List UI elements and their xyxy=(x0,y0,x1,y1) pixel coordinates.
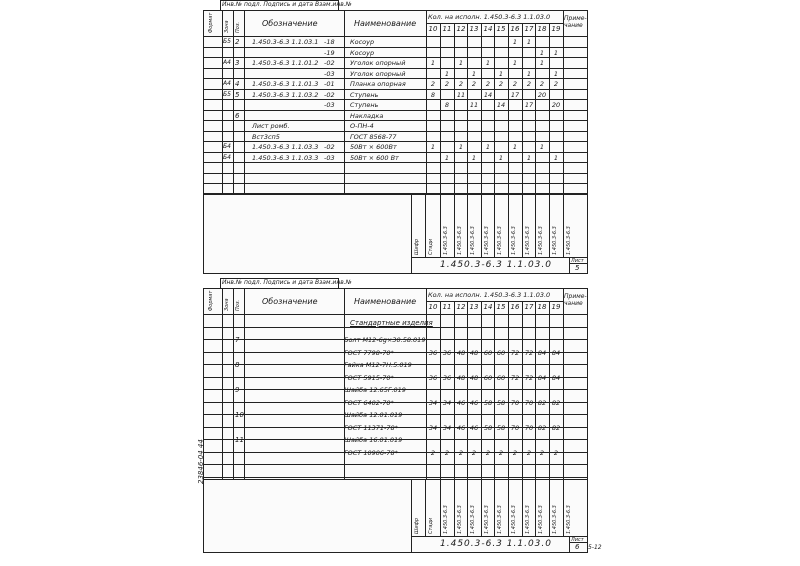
qty-cell: 34 xyxy=(442,398,452,407)
vertical-label: Шифр xyxy=(414,238,420,255)
qty-cell: 58 xyxy=(496,423,506,432)
vertical-label: 1.450.3-6.3 xyxy=(484,226,490,255)
row-position: 10 xyxy=(235,411,244,419)
row-designation: 1.450.3-6.3 1.1.01.2 xyxy=(252,59,319,67)
rule-line xyxy=(569,536,570,552)
col-header-12: 12 xyxy=(456,25,466,33)
qty-cell: 84 xyxy=(551,373,561,382)
col-header-15: 15 xyxy=(496,303,506,311)
vertical-label: 1.450.3-6.3 xyxy=(511,505,517,534)
qty-cell: 1 xyxy=(526,153,532,162)
col-header-11: 11 xyxy=(442,25,452,33)
qty-cell: 60 xyxy=(483,348,493,357)
row-name: ГОСТ 10906-78* xyxy=(344,448,398,457)
rule-line xyxy=(454,479,455,536)
qty-cell: 1 xyxy=(430,143,436,151)
row-name: Шайба 12.65Г.019 xyxy=(344,386,406,394)
document-code: 1.450.3-6.3 1.1.03.0 xyxy=(440,539,552,549)
col-header-16: 16 xyxy=(510,25,520,33)
row-position: 2 xyxy=(235,38,240,46)
qty-cell: 36 xyxy=(442,348,452,357)
col-header-14: 14 xyxy=(483,25,493,33)
row-position: 11 xyxy=(235,436,244,444)
rule-line xyxy=(411,479,412,536)
document-code: 1.450.3-6.3 1.1.03.0 xyxy=(440,260,552,270)
qty-cell: 72 xyxy=(510,373,520,382)
row-position: 4 xyxy=(235,80,240,88)
qty-cell: 82 xyxy=(551,423,561,432)
vertical-label: 1.450.3-6.3 xyxy=(457,226,463,255)
row-designation: Вст3сп5 xyxy=(252,132,280,141)
rule-line xyxy=(425,479,426,536)
row-designation: 1.450.3-6.3 1.1.03.3 xyxy=(252,153,319,162)
col-header-15: 15 xyxy=(496,25,506,33)
header-qty-title: Кол. на исполн. 1.450.3-6.3 1.1.03.0 xyxy=(428,13,551,21)
qty-cell: 1 xyxy=(553,69,559,78)
qty-cell: 1 xyxy=(430,59,436,67)
side-label-pos: Поз. xyxy=(235,299,241,311)
rule-line xyxy=(494,193,495,257)
sheet-label: Лист xyxy=(571,258,584,264)
rule-line xyxy=(426,23,427,193)
rule-line xyxy=(204,57,587,58)
qty-cell: 2 xyxy=(458,80,464,88)
row-name: ГОСТ 7798-70* xyxy=(344,348,394,357)
qty-cell: 1 xyxy=(512,59,518,67)
rule-line xyxy=(204,162,587,163)
side-label-pos: Поз. xyxy=(235,21,241,33)
vertical-label: 1.450.3-6.3 xyxy=(484,505,490,534)
qty-cell: 72 xyxy=(524,348,534,357)
row-name: Уголок опорный xyxy=(350,69,406,78)
col-header-17: 17 xyxy=(524,25,534,33)
qty-cell: 2 xyxy=(553,80,559,88)
margin-stamp: 23846-04 44 xyxy=(197,439,205,484)
vertical-label: Стади xyxy=(428,238,434,255)
qty-cell: 60 xyxy=(483,373,493,382)
qty-cell: 2 xyxy=(485,80,491,88)
qty-cell: 2 xyxy=(553,448,559,457)
qty-cell: 82 xyxy=(551,398,561,407)
row-name: Планка опорная xyxy=(350,80,406,88)
rule-line xyxy=(563,193,564,257)
qty-cell: 17 xyxy=(524,101,534,109)
rule-line xyxy=(204,141,587,142)
qty-cell: 1 xyxy=(553,153,559,162)
qty-cell: 1 xyxy=(471,153,477,162)
row-suffix: -03 xyxy=(324,153,335,162)
vertical-label: Шифр xyxy=(414,517,420,534)
qty-cell: 8 xyxy=(430,90,436,99)
rule-line xyxy=(204,36,587,37)
row-suffix: -01 xyxy=(324,80,335,88)
row-suffix: -02 xyxy=(324,90,335,99)
qty-cell: 72 xyxy=(524,373,534,382)
qty-cell: 2 xyxy=(458,448,464,457)
vertical-label: 1.450.3-6.3 xyxy=(538,505,544,534)
row-suffix: -18 xyxy=(324,38,335,46)
row-suffix: -19 xyxy=(324,48,335,57)
header-note: Приме-чание xyxy=(564,293,587,307)
rule-line xyxy=(440,193,441,257)
qty-cell: 46 xyxy=(469,398,479,407)
qty-cell: 48 xyxy=(456,373,466,382)
qty-cell: 34 xyxy=(442,423,452,432)
vertical-label: 1.450.3-6.3 xyxy=(566,226,572,255)
qty-cell: 58 xyxy=(483,398,493,407)
col-header-10: 10 xyxy=(428,303,438,311)
qty-cell: 2 xyxy=(485,448,491,457)
qty-cell: 1 xyxy=(553,48,559,57)
row-name: 50Вт × 600Вт xyxy=(350,143,397,151)
qty-cell: 2 xyxy=(471,80,477,88)
col-header-17: 17 xyxy=(524,303,534,311)
sheet-number: 5 xyxy=(575,264,580,272)
row-name: 50Вт × 600 Вт xyxy=(350,153,399,162)
rule-line xyxy=(508,23,509,193)
col-header-18: 18 xyxy=(537,25,547,33)
qty-cell: 1 xyxy=(485,143,491,151)
qty-cell: 1 xyxy=(444,69,450,78)
col-header-19: 19 xyxy=(551,303,561,311)
row-name: Ступень xyxy=(350,90,379,99)
row-suffix: -02 xyxy=(324,143,335,151)
col-header-11: 11 xyxy=(442,303,452,311)
rule-line xyxy=(454,193,455,257)
rule-line xyxy=(204,68,587,69)
rule-line xyxy=(204,47,587,48)
qty-cell: 1 xyxy=(526,69,532,78)
qty-cell: 70 xyxy=(510,398,520,407)
qty-cell: 17 xyxy=(510,90,520,99)
vertical-label: 1.450.3-6.3 xyxy=(497,505,503,534)
row-position: 5 xyxy=(235,90,240,99)
qty-cell: 2 xyxy=(444,80,450,88)
row-name: Шайба 16.01.019 xyxy=(344,436,403,444)
row-name: Ступень xyxy=(350,101,379,109)
row-name: Шайба 12.01.019 xyxy=(344,411,403,419)
col-header-13: 13 xyxy=(469,25,479,33)
qty-cell: 1 xyxy=(512,143,518,151)
vertical-label: 1.450.3-6.3 xyxy=(497,226,503,255)
rule-line xyxy=(204,314,587,315)
qty-cell: 58 xyxy=(483,423,493,432)
qty-cell: 84 xyxy=(551,348,561,357)
row-name: Болт М12-6g×30.58.019 xyxy=(344,336,426,344)
qty-cell: 60 xyxy=(496,348,506,357)
rule-line xyxy=(204,183,587,184)
qty-cell: 2 xyxy=(512,80,518,88)
rule-line xyxy=(204,477,587,478)
row-position: 7 xyxy=(235,336,240,344)
qty-cell: 48 xyxy=(469,348,479,357)
row-zone: Б4 xyxy=(223,143,231,150)
row-zone: Б4 xyxy=(223,153,231,161)
col-header-19: 19 xyxy=(551,25,561,33)
rule-line xyxy=(481,193,482,257)
qty-cell: 70 xyxy=(524,423,534,432)
qty-cell: 2 xyxy=(430,80,436,88)
rule-line xyxy=(508,193,509,257)
header-designation: Обозначение xyxy=(262,19,318,28)
row-name: Косоур xyxy=(350,38,375,46)
rule-line xyxy=(204,89,587,90)
top-strip: Инв.№ подл. Подпись и дата Взам.инв.№ xyxy=(222,1,352,8)
rule-line xyxy=(220,278,221,289)
row-designation: 1.450.3-6.3 1.1.01.3 xyxy=(252,80,319,88)
qty-cell: 11 xyxy=(469,101,479,109)
qty-cell: 36 xyxy=(428,348,438,357)
rule-line xyxy=(220,0,338,1)
qty-cell: 60 xyxy=(496,373,506,382)
qty-cell: 1 xyxy=(526,38,532,46)
header-qty-title: Кол. на исполн. 1.450.3-6.3 1.1.03.0 xyxy=(428,291,551,299)
qty-cell: 1 xyxy=(539,59,545,67)
rule-line xyxy=(204,120,587,121)
rule-line xyxy=(204,78,587,79)
side-label-format: Формат xyxy=(208,12,214,33)
qty-cell: 1 xyxy=(444,153,450,162)
rule-line xyxy=(481,23,482,193)
qty-cell: 82 xyxy=(537,398,547,407)
qty-cell: 34 xyxy=(428,398,438,407)
col-header-18: 18 xyxy=(537,303,547,311)
sheet-2 xyxy=(203,279,588,553)
qty-cell: 1 xyxy=(498,69,504,78)
vertical-label: 1.450.3-6.3 xyxy=(443,505,449,534)
qty-cell: 2 xyxy=(526,80,532,88)
qty-cell: 1 xyxy=(498,153,504,162)
rule-line xyxy=(233,289,234,479)
row-suffix: -03 xyxy=(324,69,335,78)
qty-cell: 82 xyxy=(537,423,547,432)
row-position: 9 xyxy=(235,386,240,394)
rule-line xyxy=(233,11,234,193)
row-designation: 1.450.3-6.3 1.1.03.3 xyxy=(252,143,319,151)
section-title: Стандартные изделия xyxy=(350,318,433,327)
row-zone: Б5 xyxy=(223,90,231,98)
vertical-label: Стади xyxy=(428,517,434,534)
row-suffix: -03 xyxy=(324,101,335,109)
rule-line xyxy=(204,193,587,194)
rule-line xyxy=(244,11,245,193)
rule-line xyxy=(411,257,587,258)
side-label-zone: Зона xyxy=(224,20,230,33)
col-header-10: 10 xyxy=(428,25,438,33)
qty-cell: 1 xyxy=(539,143,545,151)
qty-cell: 2 xyxy=(512,448,518,457)
rule-line xyxy=(411,536,587,537)
vertical-label: 1.450.3-6.3 xyxy=(470,226,476,255)
qty-cell: 2 xyxy=(526,448,532,457)
vertical-label: 1.450.3-6.3 xyxy=(511,226,517,255)
qty-cell: 58 xyxy=(496,398,506,407)
qty-cell: 84 xyxy=(537,348,547,357)
row-name: ГОСТ 6402-70* xyxy=(344,398,394,407)
vertical-label: 1.450.3-6.3 xyxy=(470,505,476,534)
col-header-16: 16 xyxy=(510,303,520,311)
row-name: ГОСТ 5915-70* xyxy=(344,373,394,382)
qty-cell: 84 xyxy=(537,373,547,382)
qty-cell: 2 xyxy=(471,448,477,457)
rule-line xyxy=(204,99,587,100)
rule-line xyxy=(549,193,550,257)
row-zone: Б5 xyxy=(223,38,231,45)
row-position: 8 xyxy=(235,361,240,369)
qty-cell: 2 xyxy=(498,80,504,88)
rule-line xyxy=(467,479,468,536)
row-name: Косоур xyxy=(350,48,375,57)
qty-cell: 1 xyxy=(471,69,477,78)
rule-line xyxy=(563,11,564,193)
row-name: Уголок опорный xyxy=(350,59,406,67)
rule-line xyxy=(563,479,564,536)
qty-cell: 34 xyxy=(428,423,438,432)
vertical-label: 1.450.3-6.3 xyxy=(552,505,558,534)
rule-line xyxy=(204,152,587,153)
side-label-format: Формат xyxy=(208,290,214,311)
col-header-13: 13 xyxy=(469,303,479,311)
rule-line xyxy=(222,289,223,479)
rule-line xyxy=(569,257,570,273)
rule-line xyxy=(244,289,245,479)
rule-line xyxy=(440,479,441,536)
header-name: Наименование xyxy=(354,297,417,306)
rule-line xyxy=(204,131,587,132)
rule-line xyxy=(522,193,523,257)
rule-line xyxy=(344,11,345,193)
vertical-label: 1.450.3-6.3 xyxy=(443,226,449,255)
row-position: 3 xyxy=(235,59,240,67)
rule-line xyxy=(204,479,587,480)
qty-cell: 2 xyxy=(444,448,450,457)
qty-cell: 70 xyxy=(510,423,520,432)
qty-cell: 1 xyxy=(512,38,518,46)
rule-line xyxy=(220,0,221,11)
qty-cell: 1 xyxy=(458,143,464,151)
qty-cell: 46 xyxy=(456,423,466,432)
rule-line xyxy=(338,278,339,289)
qty-cell: 1 xyxy=(485,59,491,67)
qty-cell: 46 xyxy=(456,398,466,407)
row-designation: 1.450.3-6.3 1.1.03.1 xyxy=(252,38,319,46)
rule-line xyxy=(338,0,339,11)
rule-line xyxy=(204,464,587,465)
row-designation: 1.450.3-6.3 1.1.03.2 xyxy=(252,90,319,99)
header-designation: Обозначение xyxy=(262,297,318,306)
qty-cell: 2 xyxy=(498,448,504,457)
col-header-14: 14 xyxy=(483,303,493,311)
row-name: Накладка xyxy=(350,111,384,120)
rule-line xyxy=(549,479,550,536)
vertical-label: 1.450.3-6.3 xyxy=(525,505,531,534)
rule-line xyxy=(204,173,587,174)
row-name: ГОСТ 11371-78* xyxy=(344,423,398,432)
qty-cell: 46 xyxy=(469,423,479,432)
vertical-label: 1.450.3-6.3 xyxy=(538,226,544,255)
header-name: Наименование xyxy=(354,19,417,28)
qty-cell: 1 xyxy=(539,48,545,57)
qty-cell: 20 xyxy=(537,90,547,99)
sheet-1 xyxy=(203,1,588,274)
rule-line xyxy=(508,479,509,536)
qty-cell: 20 xyxy=(551,101,561,109)
row-name: Гайка М12-7Н.5.019 xyxy=(344,361,412,369)
rule-line xyxy=(411,193,412,257)
qty-cell: 70 xyxy=(524,398,534,407)
qty-cell: 8 xyxy=(444,101,450,109)
qty-cell: 36 xyxy=(442,373,452,382)
col-header-12: 12 xyxy=(456,303,466,311)
vertical-label: 1.450.3-6.3 xyxy=(525,226,531,255)
qty-cell: 2 xyxy=(539,448,545,457)
rule-line xyxy=(481,479,482,536)
vertical-label: 1.450.3-6.3 xyxy=(457,505,463,534)
qty-cell: 14 xyxy=(483,90,493,99)
rule-line xyxy=(535,193,536,257)
vertical-label: 1.450.3-6.3 xyxy=(566,505,572,534)
rule-line xyxy=(220,278,338,279)
qty-cell: 11 xyxy=(456,90,466,99)
qty-cell: 48 xyxy=(456,348,466,357)
rule-line xyxy=(467,193,468,257)
rule-line xyxy=(494,479,495,536)
qty-cell: 72 xyxy=(510,348,520,357)
rule-line xyxy=(535,479,536,536)
rule-line xyxy=(204,327,587,328)
corner-mark: 5-12 xyxy=(588,544,602,551)
top-strip: Инв.№ подл. Подпись и дата Взам.инв.№ xyxy=(222,279,352,286)
row-name: ГОСТ 8568-77 xyxy=(350,132,397,141)
qty-cell: 2 xyxy=(430,448,436,457)
qty-cell: 48 xyxy=(469,373,479,382)
row-name: О-ПН-4 xyxy=(350,122,374,130)
header-note: Приме-чание xyxy=(564,15,587,29)
row-position: 6 xyxy=(235,111,240,120)
row-designation: Лист ромб. xyxy=(252,122,290,130)
qty-cell: 1 xyxy=(458,59,464,67)
rule-line xyxy=(563,289,564,479)
rule-line xyxy=(425,193,426,257)
row-zone: А4 xyxy=(223,59,231,66)
rule-line xyxy=(204,110,587,111)
sheet-label: Лист xyxy=(571,537,584,543)
side-label-zone: Зона xyxy=(224,298,230,311)
row-zone: А4 xyxy=(223,80,231,87)
row-suffix: -02 xyxy=(324,59,335,67)
qty-cell: 14 xyxy=(496,101,506,109)
sheet-number: 6 xyxy=(575,543,580,551)
rule-line xyxy=(522,479,523,536)
rule-line xyxy=(454,23,455,193)
qty-cell: 36 xyxy=(428,373,438,382)
qty-cell: 2 xyxy=(539,80,545,88)
vertical-label: 1.450.3-6.3 xyxy=(552,226,558,255)
